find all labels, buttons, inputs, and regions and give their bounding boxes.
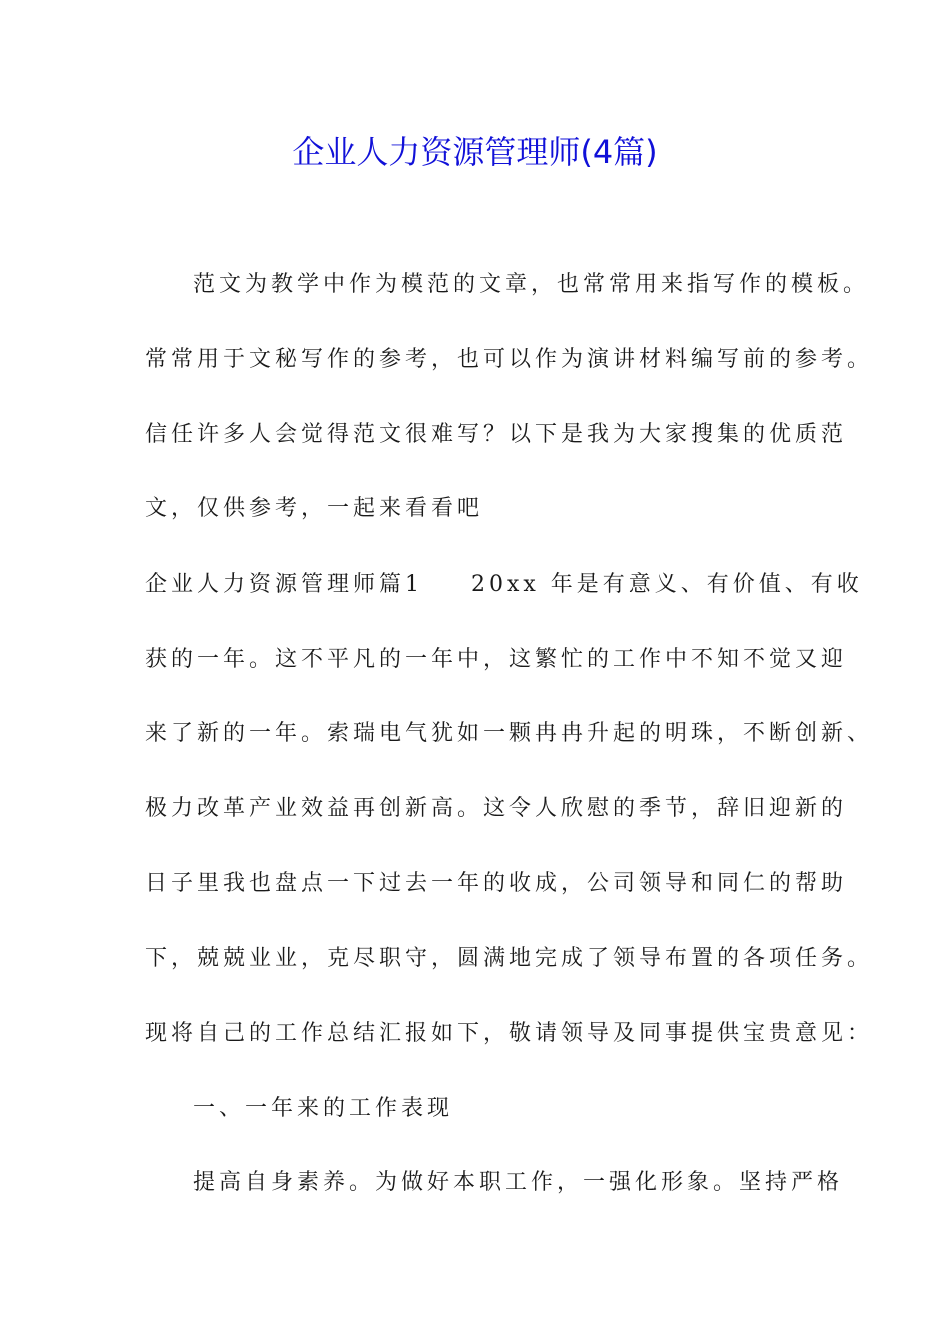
document-title: 企业人力资源管理师(4篇) xyxy=(292,133,658,171)
paragraph-line: 信任许多人会觉得范文很难写？以下是我为大家搜集的优质范 xyxy=(145,422,848,447)
subsection-heading: 一、一年来的工作表现 xyxy=(193,1096,454,1121)
section-line xyxy=(145,570,863,600)
paragraph-line: 常常用于文秘写作的参考，也可以作为演讲材料编写前的参考。 xyxy=(145,347,874,372)
section-first-line: 20xx 年是有意义、有价值、有收 xyxy=(471,572,863,597)
paragraph-line: 现将自己的工作总结汇报如下，敬请领导及同事提供宝贵意见： xyxy=(145,1021,874,1046)
paragraph-line: 提高自身素养。为做好本职工作，一强化形象。坚持严格 xyxy=(193,1170,844,1195)
section-heading: 企业人力资源管理师篇1 xyxy=(145,572,423,597)
paragraph-line: 范文为教学中作为模范的文章，也常常用来指写作的模板。 xyxy=(193,272,870,297)
paragraph-line: 文，仅供参考，一起来看看吧 xyxy=(145,496,484,521)
paragraph-line: 获的一年。这不平凡的一年中，这繁忙的工作中不知不觉又迎 xyxy=(145,647,848,672)
paragraph-line: 来了新的一年。索瑞电气犹如一颗冉冉升起的明珠，不断创新、 xyxy=(145,721,874,746)
paragraph-line: 日子里我也盘点一下过去一年的收成，公司领导和同仁的帮助 xyxy=(145,871,848,896)
paragraph-line: 下，兢兢业业，克尽职守，圆满地完成了领导布置的各项任务。 xyxy=(145,946,874,971)
paragraph-line: 极力改革产业效益再创新高。这令人欣慰的季节，辞旧迎新的 xyxy=(145,796,848,821)
